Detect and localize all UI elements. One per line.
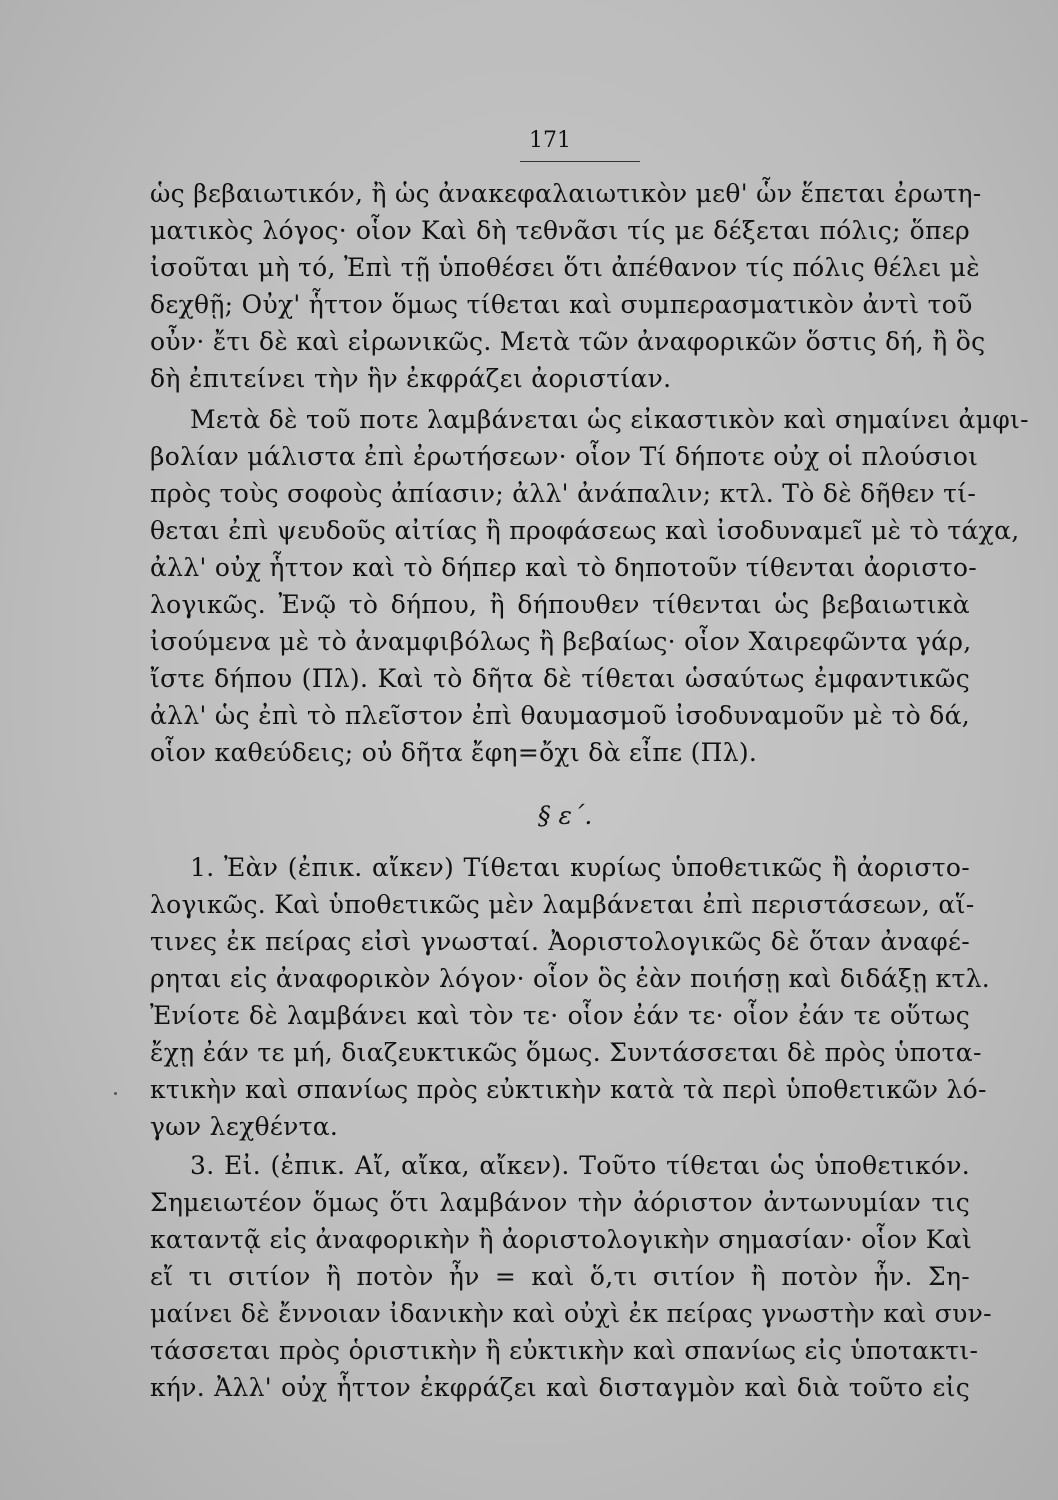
- text-line: τινες ἐκ πείρας εἰσὶ γνωσταί. Ἀοριστολογικῶς δὲ ὅταν ἀναφέ-: [150, 927, 970, 956]
- header-rule: [520, 161, 640, 162]
- text-line: μαίνει δὲ ἔννοιαν ἰδανικὴν καὶ οὐχὶ ἐκ πείρας γνωστὴν καὶ συν-: [150, 1299, 992, 1328]
- text-line: ματικὸς λόγος· οἷον Καὶ δὴ τεθνᾶσι τίς με δέξεται πόλις; ὅπερ: [150, 216, 970, 245]
- text-line: ρηται εἰς ἀναφορικὸν λόγον· οἷον ὃς ἐὰν ποιήσῃ καὶ διδάξῃ κτλ.: [150, 964, 990, 993]
- text-line: Ἐνίοτε δὲ λαμβάνει καὶ τὸν τε· οἷον ἐάν τε· οἷον ἐάν τε οὕτως: [150, 1001, 970, 1030]
- section-heading: § ε΄.: [538, 801, 593, 830]
- text-line: λογικῶς. Καὶ ὑποθετικῶς μὲν λαμβάνεται ἐπὶ περιστάσεων, αἵ-: [150, 890, 975, 919]
- paper-speck: [114, 1092, 117, 1095]
- text-line: 3. Εἰ. (ἐπικ. Αἴ, αἴκα, αἴκεν). Τοῦτο τίθεται ὡς ὑποθετικόν.: [190, 1151, 970, 1180]
- text-line: δὴ ἐπιτείνει τὴν ἣν ἐκφράζει ἀοριστίαν.: [150, 364, 672, 393]
- text-line: πρὸς τοὺς σοφοὺς ἀπίασιν; ἀλλ' ἀνάπαλιν; κτλ. Τὸ δὲ δῆθεν τί-: [150, 479, 977, 508]
- text-line: οὖν· ἔτι δὲ καὶ εἰρωνικῶς. Μετὰ τῶν ἀναφορικῶν ὅστις δή, ἢ ὃς: [150, 327, 986, 356]
- text-line: δεχθῇ; Οὐχ' ἧττον ὅμως τίθεται καὶ συμπερασματικὸν ἀντὶ τοῦ: [150, 290, 973, 319]
- text-line: τάσσεται πρὸς ὁριστικὴν ἢ εὐκτικὴν καὶ σπανίως εἰς ὑποτακτι-: [150, 1336, 979, 1365]
- text-line: ἀλλ' ὡς ἐπὶ τὸ πλεῖστον ἐπὶ θαυμασμοῦ ἰσοδυναμοῦν μὲ τὸ δά,: [150, 701, 970, 730]
- text-line: Σημειωτέον ὅμως ὅτι λαμβάνον τὴν ἀόριστον ἀντωνυμίαν τις: [150, 1188, 970, 1217]
- text-line: Μετὰ δὲ τοῦ ποτε λαμβάνεται ὡς εἰκαστικὸν καὶ σημαίνει ἀμφι-: [190, 405, 1029, 434]
- text-line: θεται ἐπὶ ψευδοῦς αἰτίας ἢ προφάσεως καὶ ἰσοδυναμεῖ μὲ τὸ τάχα,: [150, 516, 1020, 545]
- text-line: ἔχῃ ἐάν τε μή, διαζευκτικῶς ὅμως. Συντάσσεται δὲ πρὸς ὑποτα-: [150, 1038, 982, 1067]
- text-line: ἴστε δήπου (Πλ). Καὶ τὸ δῆτα δὲ τίθεται ὡσαύτως ἐμφαντικῶς: [150, 664, 970, 693]
- text-line: ὡς βεβαιωτικόν, ἢ ὡς ἀνακεφαλαιωτικὸν μεθ' ὧν ἕπεται ἐρωτη-: [150, 179, 982, 208]
- text-line: οἷον καθεύδεις; οὐ δῆτα ἔφη=ὄχι δὰ εἶπε (Πλ).: [150, 738, 758, 767]
- text-line: καταντᾷ εἰς ἀναφορικὴν ἢ ἀοριστολογικὴν σημασίαν· οἷον Καὶ: [150, 1225, 973, 1254]
- page-number: 171: [529, 128, 571, 153]
- text-line: κτικὴν καὶ σπανίως πρὸς εὐκτικὴν κατὰ τὰ περὶ ὑποθετικῶν λό-: [150, 1075, 987, 1104]
- text-line: ἰσοῦται μὴ τό, Ἐπὶ τῇ ὑποθέσει ὅτι ἀπέθανον τίς πόλις θέλει μὲ: [150, 253, 980, 282]
- text-line: ἰσούμενα μὲ τὸ ἀναμφιβόλως ἢ βεβαίως· οἷον Χαιρεφῶντα γάρ,: [150, 627, 972, 656]
- text-line: κήν. Ἀλλ' οὐχ ἧττον ἐκφράζει καὶ δισταγμὸν καὶ διὰ τοῦτο εἰς: [150, 1373, 970, 1402]
- text-line: γων λεχθέντα.: [150, 1112, 339, 1141]
- text-line: ἀλλ' οὐχ ἧττον καὶ τὸ δήπερ καὶ τὸ δηποτοῦν τίθενται ἀοριστο-: [150, 553, 977, 582]
- text-line: λογικῶς. Ἐνῷ τὸ δήπου, ἢ δήπουθεν τίθενται ὡς βεβαιωτικὰ: [150, 590, 970, 619]
- text-line: 1. Ἐὰν (ἐπικ. αἴκεν) Τίθεται κυρίως ὑποθετικῶς ἢ ἀοριστο-: [190, 853, 970, 882]
- text-line: βολίαν μάλιστα ἐπὶ ἐρωτήσεων· οἷον Τί δήποτε οὐχ οἱ πλούσιοι: [150, 442, 979, 471]
- text-line: εἴ τι σιτίον ἢ ποτὸν ἦν = καὶ ὅ,τι σιτίον ἢ ποτὸν ἦν. Ση-: [150, 1262, 970, 1291]
